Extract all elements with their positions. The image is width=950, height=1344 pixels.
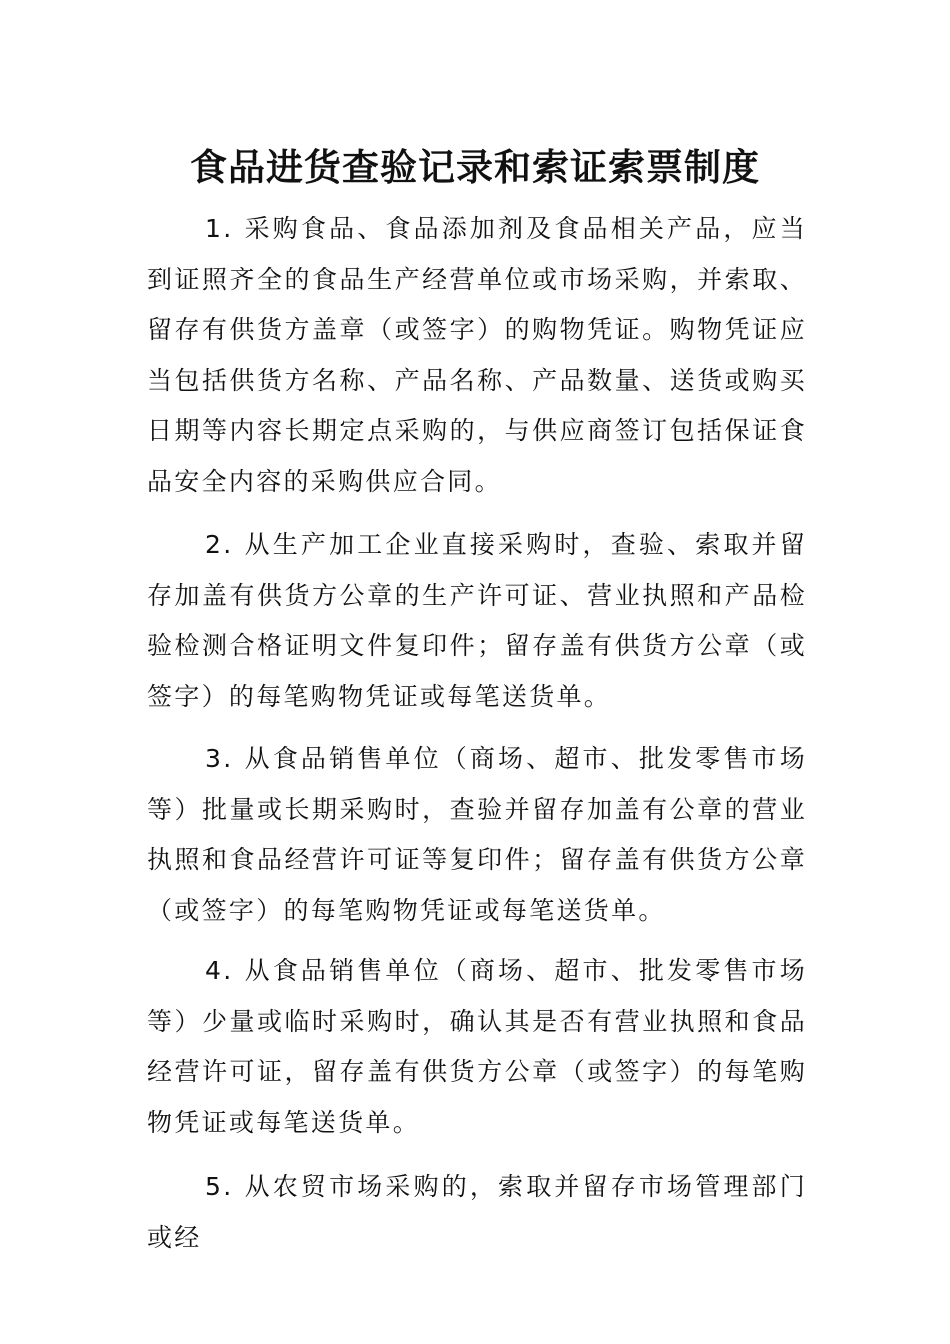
paragraph-text: 从食品销售单位（商场、超市、批发零售市场等）少量或临时采购时，确认其是否有营业执照和食品经营许可证，留存盖有供货方公章（或签字）的每笔购物凭证或每笔送货单。 [147,956,807,1137]
paragraph-2 [147,520,807,722]
paragraph-text: 采购食品、食品添加剂及食品相关产品，应当到证照齐全的食品生产经营单位或市场采购，并索取、留存有供货方盖章（或签字）的购物凭证。购物凭证应当包括供货方名称、产品名称、产品数量、送货或购买日期等内容长期定点采购的，与供应商签订包括保证食品安全内容的采购供应合同。 [147,214,807,496]
paragraph-text: 从食品销售单位（商场、超市、批发零售市场等）批量或长期采购时，查验并留存加盖有公章的营业执照和食品经营许可证等复印件；留存盖有供货方公章（或签字）的每笔购物凭证或每笔送货单。 [147,744,807,925]
paragraph-text: 从生产加工企业直接采购时，查验、索取并留存加盖有供货方公章的生产许可证、营业执照和产品检验检测合格证明文件复印件；留存盖有供货方公章（或签字）的每笔购物凭证或每笔送货单。 [147,530,807,711]
paragraph-number: 3. [205,744,234,773]
paragraph-3 [147,734,807,936]
paragraph-number: 4. [205,956,234,985]
paragraph-4 [147,946,807,1148]
paragraph-text: 从农贸市场采购的，索取并留存市场管理部门或经 [147,1172,807,1252]
paragraph-number: 5. [205,1172,234,1201]
paragraph-5 [147,1162,807,1263]
paragraph-1 [147,204,807,507]
paragraph-number: 1. [205,214,234,243]
paragraph-number: 2. [205,530,234,559]
document-title: 食品进货查验记录和索证索票制度 [190,145,760,189]
